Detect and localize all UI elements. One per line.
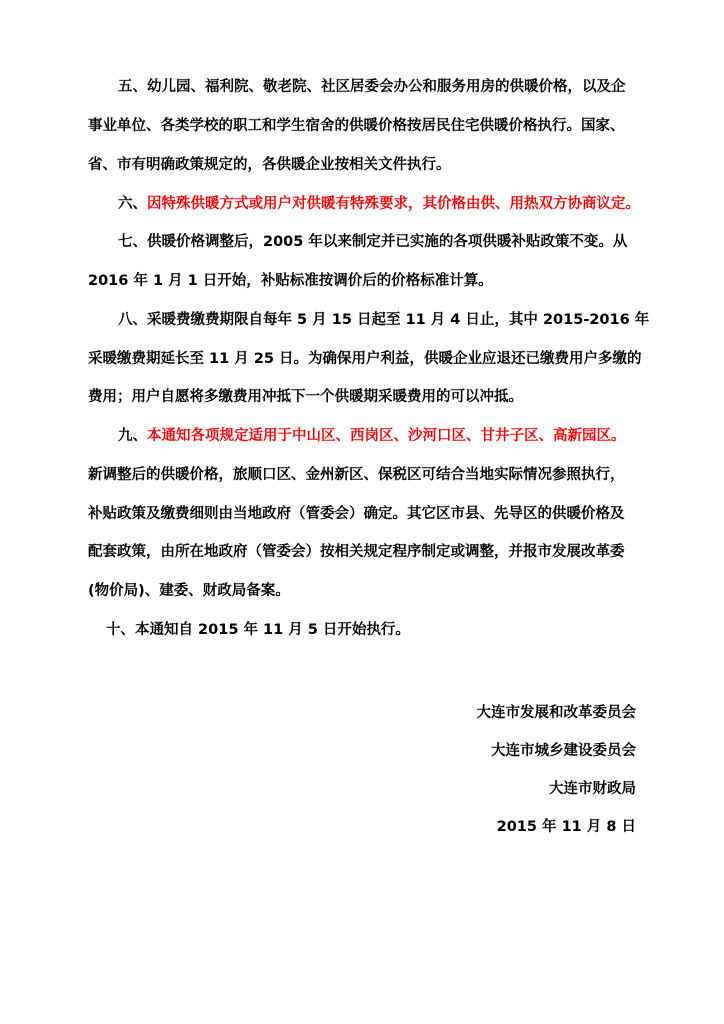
paragraph-9-prefix: 九、	[118, 428, 147, 444]
paragraph-8-line-2: 采暖缴费期延长至 11 月 25 日。为确保用户利益，供暖企业应退还已缴费用户多缴的	[88, 351, 642, 367]
paragraph-8-line-3: 费用；用户自愿将多缴费用冲抵下一个供暖期采暖费用的可以冲抵。	[88, 389, 523, 405]
paragraph-9-line-4: 配套政策，由所在地政府（管委会）按相关规定程序制定或调整，并报市发展改革委	[88, 544, 625, 560]
paragraph-5-line-3: 省、市有明确政策规定的，各供暖企业按相关文件执行。	[88, 157, 451, 173]
paragraph-6-highlight: 因特殊供暖方式或用户对供暖有特殊要求，其价格由供、用热双方协商议定。	[147, 196, 640, 212]
paragraph-10: 十、本通知自 2015 年 11 月 5 日开始执行。	[106, 622, 410, 638]
paragraph-8-line-1: 八、采暖费缴费期限自每年 5 月 15 日起至 11 月 4 日止，其中 2015-2016 年	[118, 312, 650, 328]
signature-org-1: 大连市发展和改革委员会	[476, 705, 636, 721]
paragraph-5-line-2: 事业单位、各类学校的职工和学生宿舍的供暖价格按居民住宅供暖价格执行。国家、	[88, 118, 625, 134]
paragraph-7-line-1: 七、供暖价格调整后，2005 年以来制定并已实施的各项供暖补贴政策不变。从	[118, 234, 628, 250]
paragraph-7-line-2: 2016 年 1 月 1 日开始，补贴标准按调价后的价格标准计算。	[88, 273, 493, 289]
paragraph-9-line-3: 补贴政策及缴费细则由当地政府（管委会）确定。其它区市县、先导区的供暖价格及	[88, 506, 625, 522]
paragraph-9-line-1	[118, 426, 648, 446]
paragraph-6	[118, 194, 648, 214]
paragraph-9-highlight: 本通知各项规定适用于中山区、西岗区、沙河口区、甘井子区、高新园区。	[147, 428, 626, 444]
paragraph-5-line-1: 五、幼儿园、福利院、敬老院、社区居委会办公和服务用房的供暖价格，以及企	[118, 79, 626, 95]
paragraph-6-prefix: 六、	[118, 196, 147, 212]
paragraph-9-line-5: (物价局)、建委、财政局备案。	[88, 583, 290, 599]
paragraph-9-line-2: 新调整后的供暖价格，旅顺口区、金州新区、保税区可结合当地实际情况参照执行，	[88, 467, 625, 483]
signature-org-3: 大连市财政局	[549, 781, 636, 797]
signature-org-2: 大连市城乡建设委员会	[491, 743, 636, 759]
signature-date: 2015 年 11 月 8 日	[496, 819, 636, 835]
